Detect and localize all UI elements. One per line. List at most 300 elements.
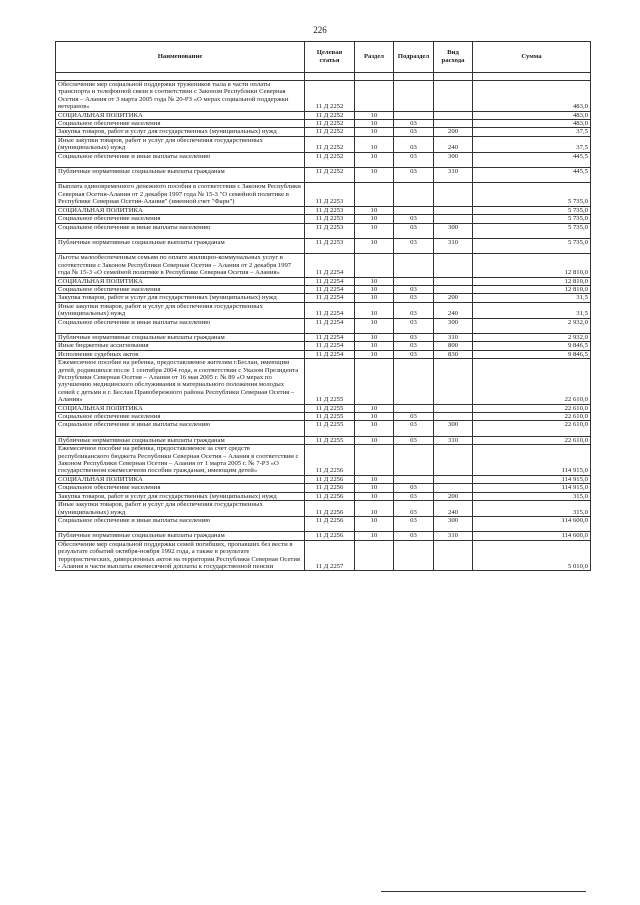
empty-cell: [434, 326, 473, 334]
cell-name: Социальное обеспечение населения: [56, 413, 305, 421]
cell-article: 11 Д 2252: [305, 152, 355, 160]
cell-article: 11 Д 2256: [305, 501, 355, 517]
cell-section: 10: [355, 128, 394, 136]
cell-expense-type: 300: [434, 223, 473, 231]
cell-section: 10: [355, 215, 394, 223]
budget-table: [55, 41, 591, 571]
cell-amount: 37,5: [473, 136, 591, 152]
cell-expense-type: 830: [434, 350, 473, 358]
cell-article: 11 Д 2254: [305, 318, 355, 326]
cell-amount: 2 932,0: [473, 318, 591, 326]
cell-name: Обеспечение мер социальной поддержки семей погибших, пропавших без вести в результате событий октября-ноября 1992 года, а также в результате террористических, диверсионных актов на территории Республики Северная Осетия - Алания в части выплаты ежемесячной доплаты к государственной пенсии: [56, 540, 305, 571]
cell-expense-type: 310: [434, 436, 473, 444]
cell-expense-type: [434, 413, 473, 421]
empty-cell: [473, 429, 591, 437]
empty-cell: [434, 246, 473, 254]
spacer-row: [56, 175, 591, 183]
spacer-row: [56, 231, 591, 239]
cell-article: 11 Д 2255: [305, 413, 355, 421]
cell-name: СОЦИАЛЬНАЯ ПОЛИТИКА: [56, 206, 305, 214]
table-row: [56, 333, 591, 341]
cell-subsection: [394, 81, 434, 112]
cell-article: 11 Д 2256: [305, 475, 355, 483]
cell-amount: 315,0: [473, 492, 591, 500]
table-row: [56, 492, 591, 500]
cell-amount: 12 810,0: [473, 277, 591, 285]
cell-amount: 9 846,5: [473, 350, 591, 358]
cell-section: 10: [355, 501, 394, 517]
empty-cell: [305, 231, 355, 239]
cell-article: 11 Д 2255: [305, 421, 355, 429]
table-row: [56, 168, 591, 176]
empty-cell: [305, 175, 355, 183]
empty-cell: [473, 175, 591, 183]
cell-subsection: 03: [394, 333, 434, 341]
empty-cell: [355, 429, 394, 437]
cell-section: 10: [355, 302, 394, 318]
cell-subsection: 03: [394, 136, 434, 152]
cell-subsection: 03: [394, 128, 434, 136]
cell-amount: 483,0: [473, 120, 591, 128]
cell-section: 10: [355, 484, 394, 492]
cell-amount: 5 010,0: [473, 540, 591, 571]
cell-expense-type: [434, 445, 473, 476]
cell-name: Социальное обеспечение населения: [56, 484, 305, 492]
cell-amount: 483,0: [473, 81, 591, 112]
table-row: [56, 285, 591, 293]
cell-expense-type: 300: [434, 152, 473, 160]
cell-article: 11 Д 2252: [305, 111, 355, 119]
table-body: [56, 73, 591, 571]
header-name: Наименование: [56, 42, 305, 73]
cell-section: 10: [355, 492, 394, 500]
cell-section: 10: [355, 333, 394, 341]
cell-expense-type: [434, 484, 473, 492]
empty-cell: [434, 429, 473, 437]
cell-section: [355, 445, 394, 476]
cell-section: 10: [355, 475, 394, 483]
cell-name: Исполнение судебных актов: [56, 350, 305, 358]
empty-cell: [394, 175, 434, 183]
cell-amount: 483,0: [473, 111, 591, 119]
empty-cell: [394, 246, 434, 254]
cell-subsection: [394, 254, 434, 277]
cell-name: Льготы малообеспеченным семьям по оплате жилищно-коммунальных услуг в соответствии с Законом Республики Северная Осетия – Алания от 2 декабря 1997 года № 15-3 «О семейной политике в Республике Северная Осетия – Алания»: [56, 254, 305, 277]
empty-cell: [434, 231, 473, 239]
cell-subsection: [394, 277, 434, 285]
cell-name: Публичные нормативные социальные выплаты гражданам: [56, 168, 305, 176]
cell-expense-type: 240: [434, 136, 473, 152]
cell-article: 11 Д 2253: [305, 223, 355, 231]
cell-article: 11 Д 2253: [305, 238, 355, 246]
cell-name: Закупка товаров, работ и услуг для государственных (муниципальных) нужд: [56, 492, 305, 500]
cell-name: Социальное обеспечение населения: [56, 215, 305, 223]
cell-subsection: 03: [394, 318, 434, 326]
empty-cell: [355, 175, 394, 183]
cell-section: 10: [355, 168, 394, 176]
table-row: [56, 254, 591, 277]
cell-amount: 2 932,0: [473, 333, 591, 341]
empty-cell: [56, 160, 305, 168]
header-amount: Сумма: [473, 42, 591, 73]
table-row: [56, 421, 591, 429]
cell-subsection: 03: [394, 532, 434, 540]
spacer-row: [56, 73, 591, 81]
table-row: [56, 81, 591, 112]
empty-cell: [305, 246, 355, 254]
cell-amount: 114 915,0: [473, 484, 591, 492]
cell-subsection: 03: [394, 215, 434, 223]
cell-amount: 114 915,0: [473, 445, 591, 476]
empty-cell: [305, 326, 355, 334]
cell-name: Социальное обеспечение и иные выплаты населению: [56, 421, 305, 429]
cell-expense-type: [434, 81, 473, 112]
table-row: [56, 206, 591, 214]
cell-expense-type: 240: [434, 501, 473, 517]
table-row: [56, 501, 591, 517]
cell-expense-type: [434, 111, 473, 119]
cell-article: 11 Д 2257: [305, 540, 355, 571]
empty-cell: [394, 326, 434, 334]
cell-section: 10: [355, 532, 394, 540]
table-row: [56, 223, 591, 231]
cell-name: Публичные нормативные социальные выплаты гражданам: [56, 532, 305, 540]
cell-expense-type: [434, 183, 473, 206]
cell-name: Социальное обеспечение населения: [56, 120, 305, 128]
cell-name: Социальное обеспечение и иные выплаты населению: [56, 223, 305, 231]
cell-name: Социальное обеспечение населения: [56, 285, 305, 293]
empty-cell: [56, 231, 305, 239]
cell-section: 10: [355, 516, 394, 524]
table-row: [56, 111, 591, 119]
cell-name: Иные закупки товаров, работ и услуг для обеспечения государственных (муниципальных) нужд: [56, 501, 305, 517]
cell-section: 10: [355, 421, 394, 429]
cell-expense-type: [434, 475, 473, 483]
cell-subsection: 03: [394, 516, 434, 524]
empty-cell: [305, 524, 355, 532]
cell-section: 10: [355, 152, 394, 160]
table-row: [56, 404, 591, 412]
table-row: [56, 484, 591, 492]
cell-section: 10: [355, 120, 394, 128]
cell-article: 11 Д 2252: [305, 128, 355, 136]
empty-cell: [305, 160, 355, 168]
cell-amount: 5 735,0: [473, 215, 591, 223]
cell-name: Закупка товаров, работ и услуг для государственных (муниципальных) нужд: [56, 294, 305, 302]
cell-article: 11 Д 2256: [305, 445, 355, 476]
cell-section: 10: [355, 223, 394, 231]
table-row: [56, 128, 591, 136]
cell-subsection: [394, 475, 434, 483]
table-row: [56, 350, 591, 358]
cell-article: 11 Д 2254: [305, 277, 355, 285]
cell-article: 11 Д 2256: [305, 484, 355, 492]
table-row: [56, 540, 591, 571]
cell-article: 11 Д 2254: [305, 333, 355, 341]
empty-cell: [394, 160, 434, 168]
cell-section: 10: [355, 318, 394, 326]
cell-name: Закупка товаров, работ и услуг для государственных (муниципальных) нужд: [56, 128, 305, 136]
cell-amount: 31,5: [473, 294, 591, 302]
empty-cell: [56, 326, 305, 334]
cell-subsection: [394, 445, 434, 476]
empty-cell: [56, 429, 305, 437]
cell-amount: 22 610,0: [473, 404, 591, 412]
spacer-row: [56, 429, 591, 437]
table-row: [56, 294, 591, 302]
cell-name: Социальное обеспечение и иные выплаты населению: [56, 318, 305, 326]
cell-subsection: 03: [394, 302, 434, 318]
empty-cell: [355, 73, 394, 81]
cell-expense-type: [434, 359, 473, 404]
cell-section: 10: [355, 413, 394, 421]
cell-section: 10: [355, 350, 394, 358]
cell-amount: 114 915,0: [473, 475, 591, 483]
empty-cell: [355, 160, 394, 168]
table-row: [56, 342, 591, 350]
table-row: [56, 318, 591, 326]
cell-subsection: [394, 206, 434, 214]
cell-subsection: [394, 183, 434, 206]
cell-expense-type: [434, 206, 473, 214]
spacer-row: [56, 524, 591, 532]
cell-article: 11 Д 2256: [305, 532, 355, 540]
cell-amount: 22 610,0: [473, 413, 591, 421]
cell-subsection: 03: [394, 413, 434, 421]
cell-section: 10: [355, 136, 394, 152]
empty-cell: [473, 524, 591, 532]
table-row: [56, 152, 591, 160]
cell-article: 11 Д 2255: [305, 404, 355, 412]
cell-article: 11 Д 2254: [305, 342, 355, 350]
cell-subsection: 03: [394, 152, 434, 160]
cell-amount: 37,5: [473, 128, 591, 136]
cell-subsection: 03: [394, 238, 434, 246]
cell-name: СОЦИАЛЬНАЯ ПОЛИТИКА: [56, 404, 305, 412]
cell-expense-type: 800: [434, 342, 473, 350]
cell-article: 11 Д 2256: [305, 492, 355, 500]
empty-cell: [394, 524, 434, 532]
cell-amount: 22 610,0: [473, 436, 591, 444]
table-row: [56, 516, 591, 524]
cell-amount: 9 846,5: [473, 342, 591, 350]
cell-expense-type: [434, 254, 473, 277]
cell-amount: 5 735,0: [473, 206, 591, 214]
empty-cell: [394, 73, 434, 81]
cell-expense-type: [434, 120, 473, 128]
empty-cell: [56, 524, 305, 532]
cell-subsection: 03: [394, 120, 434, 128]
empty-cell: [394, 231, 434, 239]
cell-subsection: 03: [394, 285, 434, 293]
cell-section: 10: [355, 404, 394, 412]
cell-amount: 445,5: [473, 152, 591, 160]
cell-amount: 22 610,0: [473, 359, 591, 404]
cell-subsection: [394, 359, 434, 404]
table-row: [56, 475, 591, 483]
empty-cell: [305, 429, 355, 437]
cell-name: Социальное обеспечение и иные выплаты населению: [56, 152, 305, 160]
cell-expense-type: 300: [434, 421, 473, 429]
cell-section: [355, 254, 394, 277]
cell-name: Иные закупки товаров, работ и услуг для обеспечения государственных (муниципальных) нужд: [56, 302, 305, 318]
cell-section: 10: [355, 285, 394, 293]
table-row: [56, 436, 591, 444]
empty-cell: [473, 246, 591, 254]
cell-article: 11 Д 2254: [305, 302, 355, 318]
cell-name: СОЦИАЛЬНАЯ ПОЛИТИКА: [56, 277, 305, 285]
cell-expense-type: [434, 404, 473, 412]
cell-name: Выплата единовременного денежного пособия в соответствии с Законом Республики Северная Осетия-Алания от 2 декабря 1997 года № 15-3 "О семейной политике в Республике Северная Осетия-Алания" (именной счет "Фарн"): [56, 183, 305, 206]
empty-cell: [355, 231, 394, 239]
table-row: [56, 183, 591, 206]
cell-expense-type: 300: [434, 318, 473, 326]
cell-section: [355, 359, 394, 404]
cell-name: Обеспечение мер социальной поддержки тружеников тыла в части оплаты транспорта и телефонной связи в соответствии с Законом Республики Северная Осетия – Алания от 3 марта 2005 года № 20-РЗ «О мерах социальной поддержки ветеранов»: [56, 81, 305, 112]
cell-expense-type: 300: [434, 516, 473, 524]
cell-expense-type: 310: [434, 238, 473, 246]
cell-subsection: 03: [394, 492, 434, 500]
cell-amount: 5 735,0: [473, 223, 591, 231]
empty-cell: [355, 246, 394, 254]
cell-article: 11 Д 2255: [305, 359, 355, 404]
cell-article: 11 Д 2254: [305, 294, 355, 302]
cell-expense-type: 200: [434, 492, 473, 500]
cell-name: Иные бюджетные ассигнования: [56, 342, 305, 350]
cell-name: СОЦИАЛЬНАЯ ПОЛИТИКА: [56, 475, 305, 483]
empty-cell: [305, 73, 355, 81]
cell-section: 10: [355, 294, 394, 302]
cell-section: 10: [355, 436, 394, 444]
cell-section: 10: [355, 277, 394, 285]
cell-name: Ежемесячное пособие на ребенка, предоставляемое за счет средств республиканского бюджета Республики Северная Осетия – Алания в соответствии с Законом Республики Северная Осетия – Алания от 1 марта 2005 г. № 7-РЗ «О государственном ежемесячном пособии гражданам, имеющим детей»: [56, 445, 305, 476]
cell-expense-type: 200: [434, 128, 473, 136]
cell-subsection: 03: [394, 223, 434, 231]
cell-article: 11 Д 2254: [305, 254, 355, 277]
cell-article: 11 Д 2256: [305, 516, 355, 524]
table-row: [56, 413, 591, 421]
cell-amount: 114 600,0: [473, 516, 591, 524]
cell-subsection: 03: [394, 421, 434, 429]
cell-expense-type: 310: [434, 168, 473, 176]
header-article: Целевая статья: [305, 42, 355, 73]
cell-section: 10: [355, 238, 394, 246]
header-subsection: Подраздел: [394, 42, 434, 73]
cell-subsection: [394, 111, 434, 119]
empty-cell: [394, 429, 434, 437]
header-section: Раздел: [355, 42, 394, 73]
table-row: [56, 136, 591, 152]
cell-name: СОЦИАЛЬНАЯ ПОЛИТИКА: [56, 111, 305, 119]
cell-section: [355, 183, 394, 206]
cell-article: 11 Д 2254: [305, 285, 355, 293]
cell-article: 11 Д 2252: [305, 136, 355, 152]
table-row: [56, 445, 591, 476]
cell-name: Ежемесячное пособие на ребенка, предоставляемое жителям г.Беслан, имеющим детей, родившихся после 1 сентября 2004 года, в соответствии с Указом Президента Республики Северная Осетия – Алания от 16 мая 2005 г. № 89 «О мерах по улучшению медицинского обслуживания и материального положения молодых семей с детьми в г. Беслан Правобережного района Республики Северная Осетия – Алания»: [56, 359, 305, 404]
cell-section: 10: [355, 342, 394, 350]
table-row: [56, 532, 591, 540]
header-expense-type: Вид расхода: [434, 42, 473, 73]
cell-article: 11 Д 2253: [305, 183, 355, 206]
cell-expense-type: 310: [434, 532, 473, 540]
empty-cell: [473, 160, 591, 168]
empty-cell: [434, 175, 473, 183]
cell-subsection: 03: [394, 168, 434, 176]
cell-subsection: 03: [394, 436, 434, 444]
cell-section: 10: [355, 111, 394, 119]
cell-article: 11 Д 2255: [305, 436, 355, 444]
cell-amount: 5 735,0: [473, 238, 591, 246]
table-row: [56, 238, 591, 246]
empty-cell: [434, 73, 473, 81]
spacer-row: [56, 326, 591, 334]
cell-name: Публичные нормативные социальные выплаты гражданам: [56, 333, 305, 341]
cell-amount: 114 600,0: [473, 532, 591, 540]
cell-amount: 31,5: [473, 302, 591, 318]
empty-cell: [355, 326, 394, 334]
cell-expense-type: [434, 285, 473, 293]
cell-expense-type: 240: [434, 302, 473, 318]
cell-amount: 315,0: [473, 501, 591, 517]
cell-section: [355, 81, 394, 112]
page-number: 226: [313, 25, 327, 35]
cell-name: Публичные нормативные социальные выплаты гражданам: [56, 238, 305, 246]
cell-article: 11 Д 2253: [305, 206, 355, 214]
table-row: [56, 215, 591, 223]
spacer-row: [56, 160, 591, 168]
cell-amount: 12 810,0: [473, 285, 591, 293]
empty-cell: [434, 160, 473, 168]
cell-subsection: 03: [394, 294, 434, 302]
cell-expense-type: 200: [434, 294, 473, 302]
cell-name: Социальное обеспечение и иные выплаты населению: [56, 516, 305, 524]
empty-cell: [56, 73, 305, 81]
cell-article: 11 Д 2254: [305, 350, 355, 358]
cell-expense-type: 310: [434, 333, 473, 341]
empty-cell: [473, 326, 591, 334]
cell-subsection: 03: [394, 350, 434, 358]
table-row: [56, 359, 591, 404]
cell-expense-type: [434, 277, 473, 285]
cell-subsection: [394, 404, 434, 412]
cell-subsection: 03: [394, 342, 434, 350]
cell-name: Иные закупки товаров, работ и услуг для обеспечения государственных (муниципальных) нужд: [56, 136, 305, 152]
cell-section: [355, 540, 394, 571]
spacer-row: [56, 246, 591, 254]
table-row: [56, 277, 591, 285]
cell-article: 11 Д 2253: [305, 215, 355, 223]
cell-subsection: [394, 540, 434, 571]
signature-line: [381, 891, 586, 892]
cell-amount: 5 735,0: [473, 183, 591, 206]
cell-expense-type: [434, 540, 473, 571]
cell-section: 10: [355, 206, 394, 214]
cell-expense-type: [434, 215, 473, 223]
table-header-row: [56, 42, 591, 73]
cell-article: 11 Д 2252: [305, 168, 355, 176]
empty-cell: [56, 175, 305, 183]
cell-subsection: 03: [394, 484, 434, 492]
cell-name: Публичные нормативные социальные выплаты гражданам: [56, 436, 305, 444]
empty-cell: [355, 524, 394, 532]
cell-subsection: 03: [394, 501, 434, 517]
table-row: [56, 120, 591, 128]
cell-article: 11 Д 2252: [305, 120, 355, 128]
cell-article: 11 Д 2252: [305, 81, 355, 112]
cell-amount: 12 810,0: [473, 254, 591, 277]
table-row: [56, 302, 591, 318]
empty-cell: [434, 524, 473, 532]
